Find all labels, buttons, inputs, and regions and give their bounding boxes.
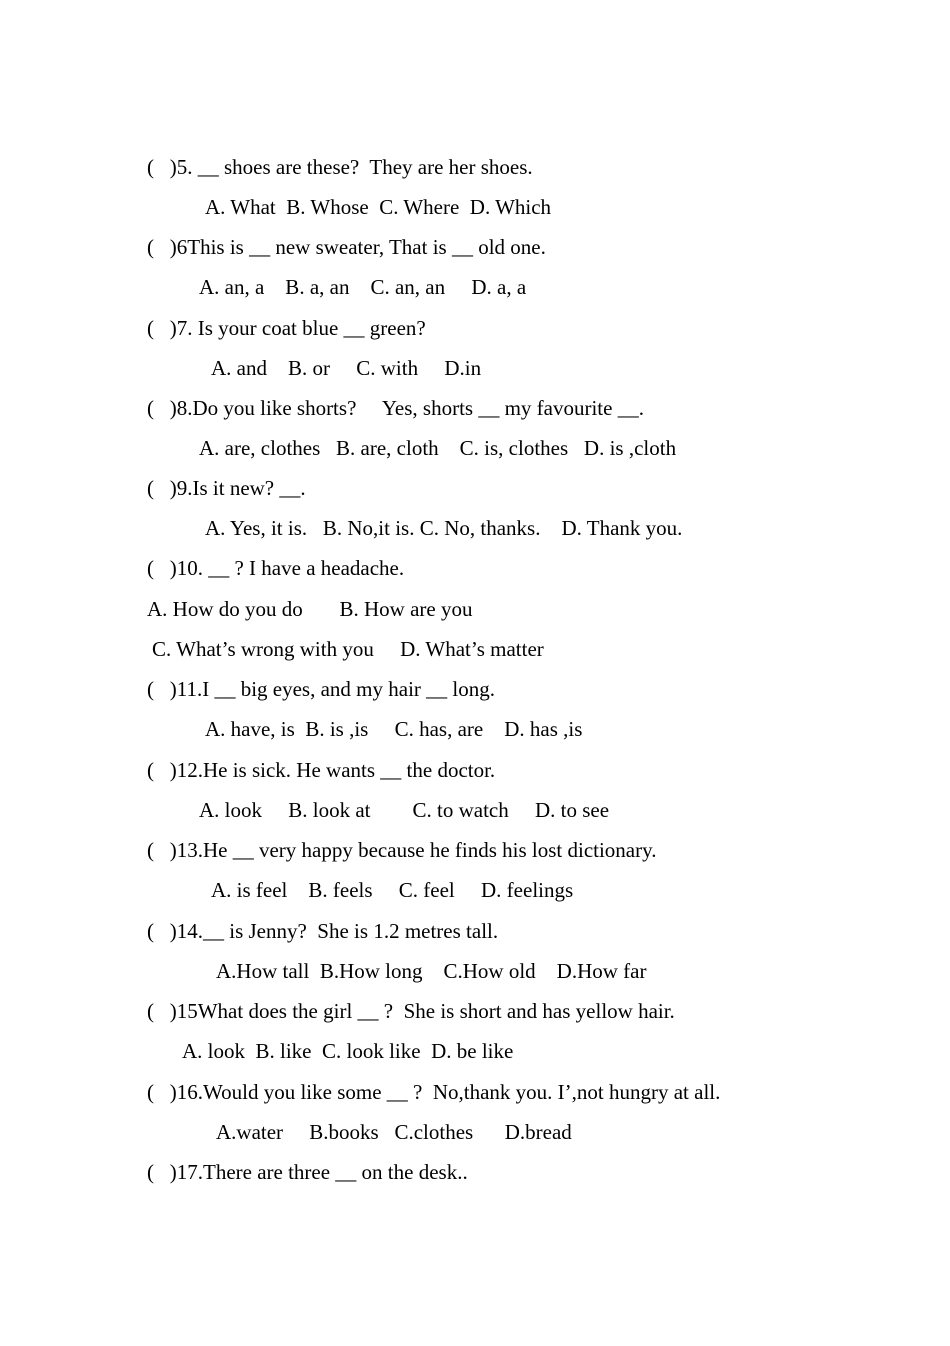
options-10-row-1: A. How do you do B. How are you: [147, 597, 473, 621]
options-9: A. Yes, it is. B. No,it is. C. No, thanks. D. Thank you.: [205, 516, 683, 540]
options-15: A. look B. like C. look like D. be like: [182, 1039, 514, 1063]
options-14: A.How tall B.How long C.How old D.How far: [216, 959, 647, 983]
question-16: ( )16.Would you like some __ ? No,thank you. I’,not hungry at all.: [147, 1080, 721, 1104]
question-13: ( )13.He __ very happy because he finds his lost dictionary.: [147, 838, 657, 862]
question-6: ( )6This is __ new sweater, That is __ old one.: [147, 235, 546, 259]
question-5: ( )5. __ shoes are these? They are her shoes.: [147, 155, 533, 179]
options-10-row-2: C. What’s wrong with you D. What’s matter: [152, 637, 544, 661]
options-6: A. an, a B. a, an C. an, an D. a, a: [199, 275, 527, 299]
question-14: ( )14.__ is Jenny? She is 1.2 metres tall.: [147, 919, 499, 943]
options-8: A. are, clothes B. are, cloth C. is, clothes D. is ,cloth: [199, 436, 677, 460]
question-17: ( )17.There are three __ on the desk..: [147, 1160, 468, 1184]
options-11: A. have, is B. is ,is C. has, are D. has ,is: [205, 717, 583, 741]
question-15: ( )15What does the girl __ ? She is short and has yellow hair.: [147, 999, 675, 1023]
question-12: ( )12.He is sick. He wants __ the doctor.: [147, 758, 496, 782]
question-9: ( )9.Is it new? __.: [147, 476, 306, 500]
question-11: ( )11.I __ big eyes, and my hair __ long.: [147, 677, 495, 701]
question-10: ( )10. __ ? I have a headache.: [147, 556, 405, 580]
question-7: ( )7. Is your coat blue __ green?: [147, 316, 426, 340]
options-5: A. What B. Whose C. Where D. Which: [205, 195, 552, 219]
options-16: A.water B.books C.clothes D.bread: [216, 1120, 572, 1144]
options-13: A. is feel B. feels C. feel D. feelings: [211, 878, 574, 902]
question-8: ( )8.Do you like shorts? Yes, shorts __ my favourite __.: [147, 396, 644, 420]
options-7: A. and B. or C. with D.in: [211, 356, 482, 380]
options-12: A. look B. look at C. to watch D. to see: [199, 798, 610, 822]
